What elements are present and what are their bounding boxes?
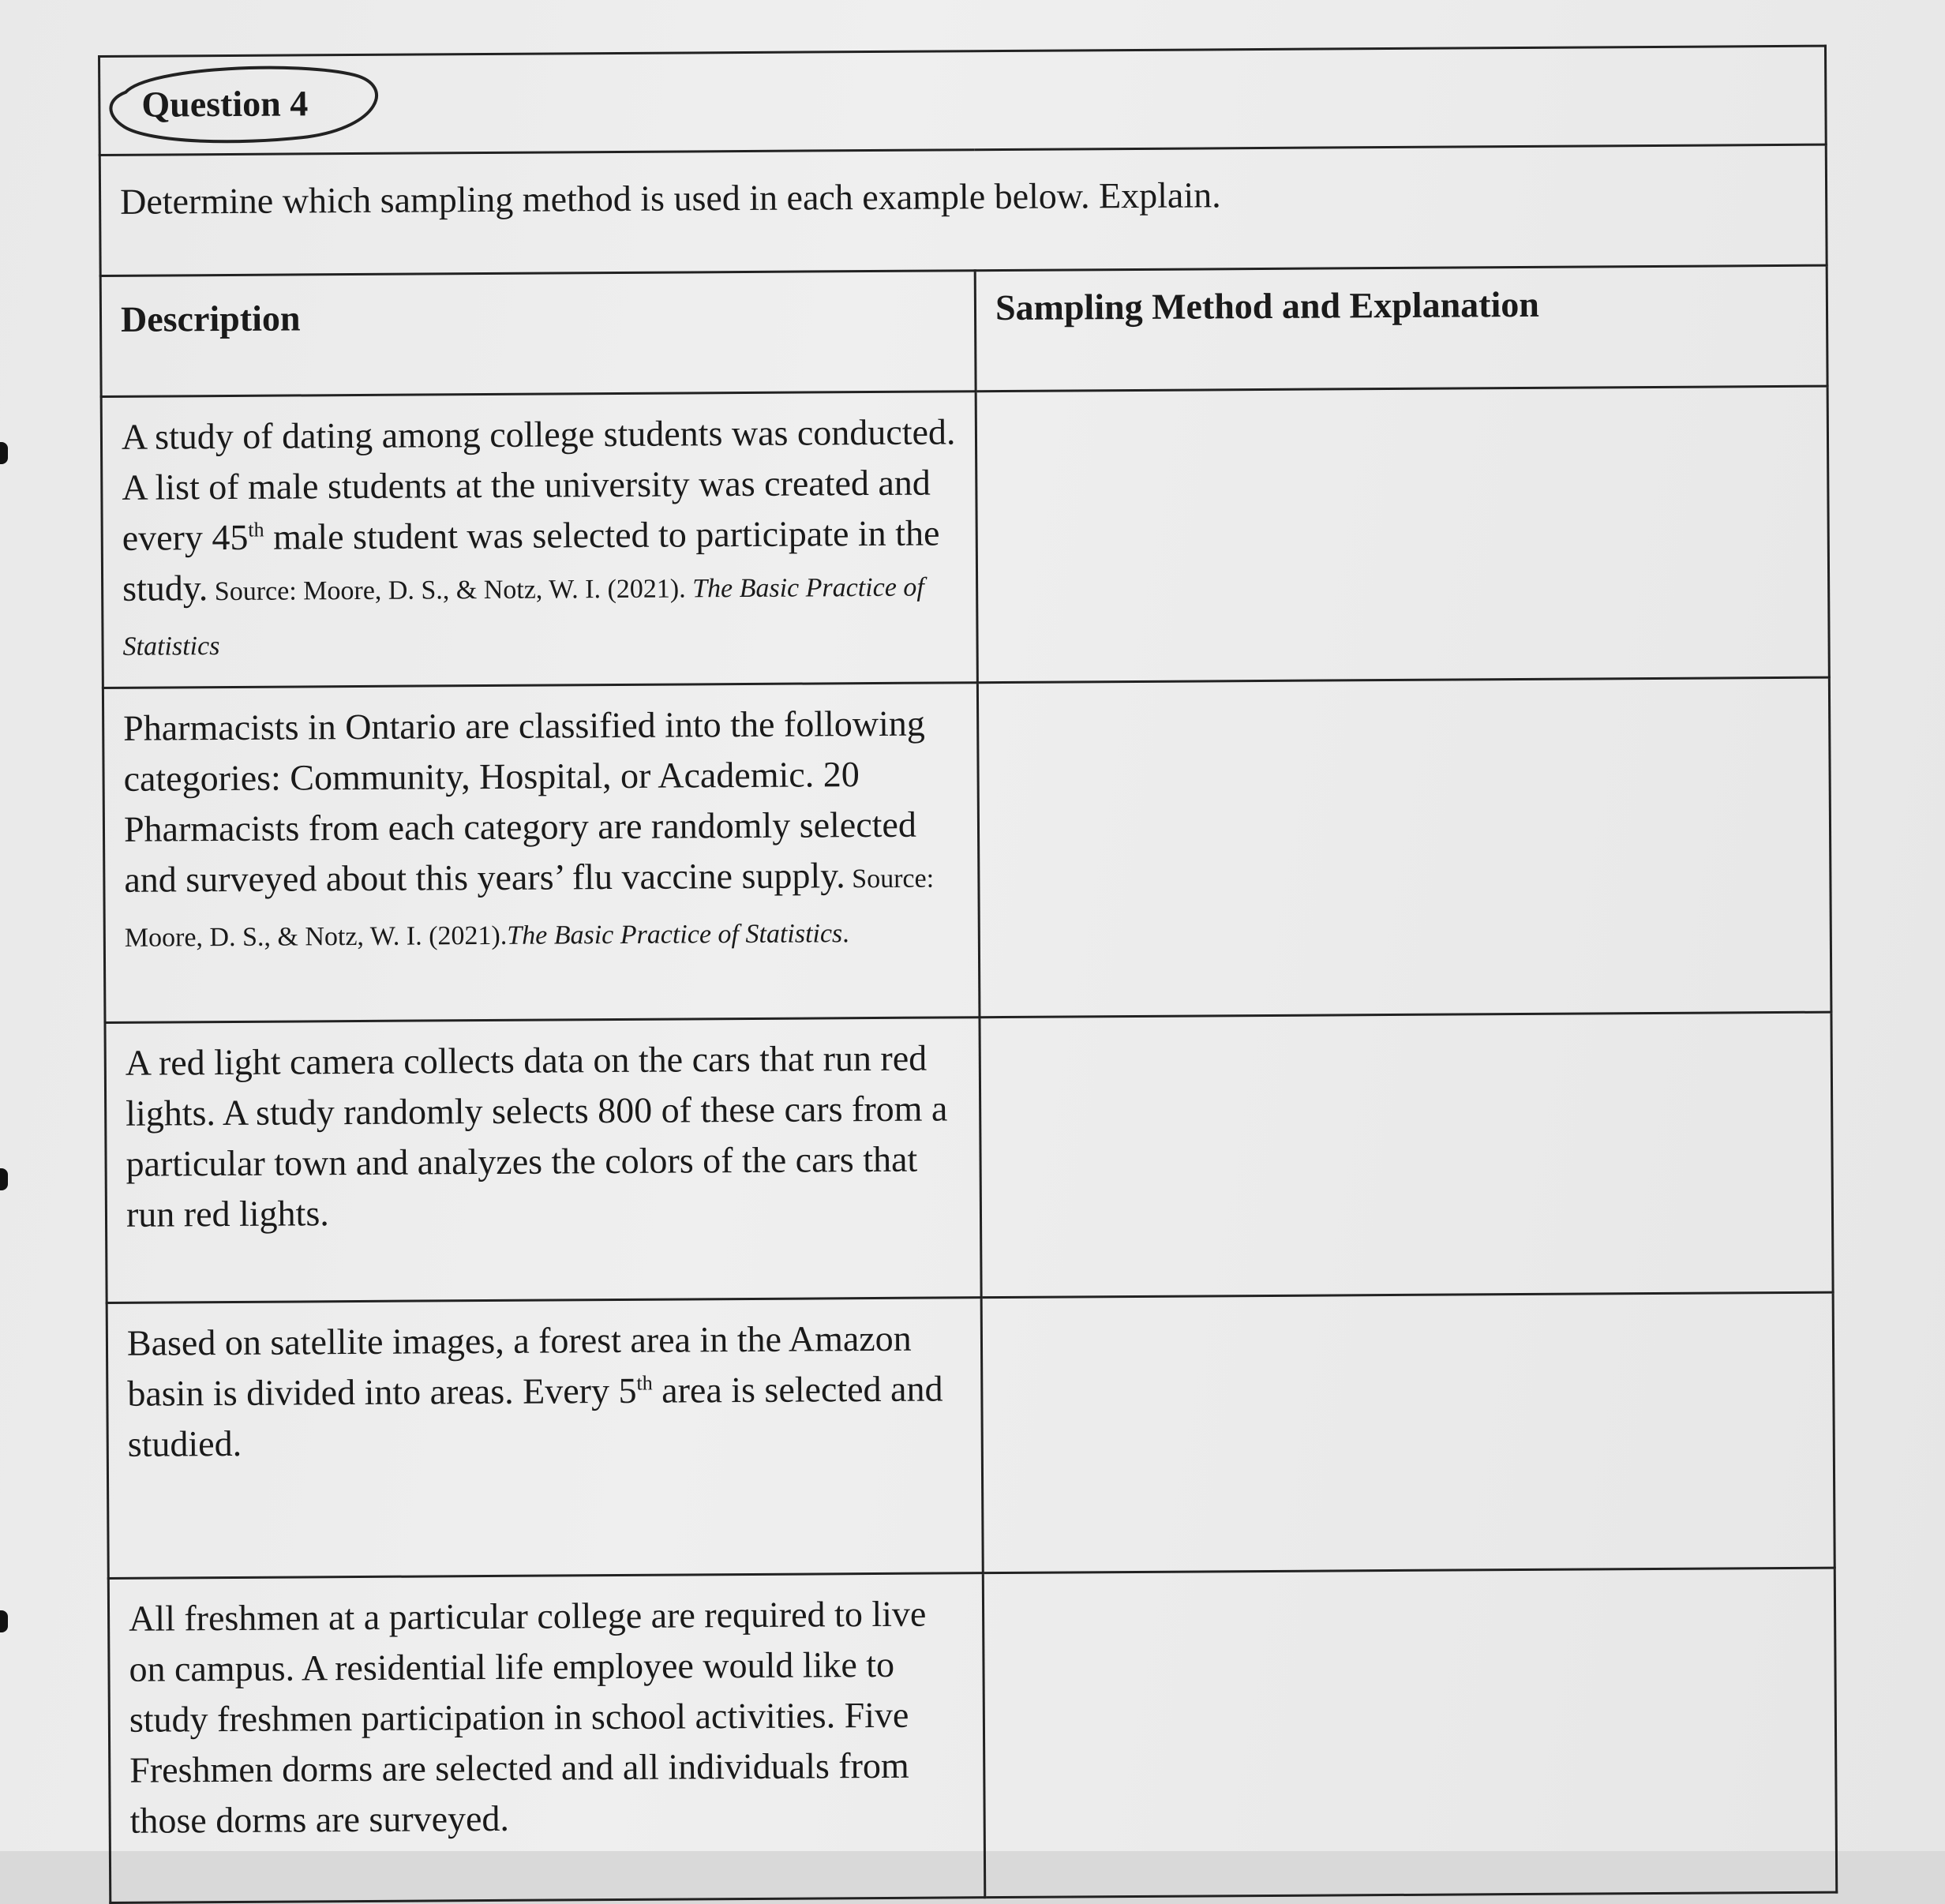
source-title: The Basic Practice of Statistics: [507, 919, 842, 950]
description-cell: [101, 392, 977, 688]
source-prefix: Source: Moore, D. S., & Notz, W. I. (2021).: [208, 574, 692, 606]
answer-cell[interactable]: [981, 1292, 1834, 1573]
source-prefix: Source: Moore, D. S., & Notz, W. I. (2021).: [125, 864, 934, 953]
ordinal-suffix: th: [636, 1371, 652, 1394]
worksheet-table-container: [98, 45, 1837, 1776]
hand-drawn-circle-icon: [102, 59, 395, 148]
description-cell: [103, 683, 980, 1023]
description-text-cont: male student was selected to participate in the study.: [122, 512, 940, 608]
binder-hole-mark: [0, 1610, 8, 1632]
description-text: Pharmacists in Ontario are classified into the following categories: Community, Hospital, or Academic. 20 Pharmacists from each category are randomly selected and surveyed about this years’ flu vaccine supply.: [123, 703, 925, 900]
description-text: A red light camera collects data on the cars that run red lights. A study randomly selects 800 of these cars from a particular town and analyzes the colors of the cars that run red lights.: [126, 1038, 948, 1235]
description-header: Description: [100, 271, 976, 397]
question-title-text: Question 4: [141, 83, 308, 124]
question-table: [98, 45, 1838, 1904]
table-row: [108, 1568, 1836, 1902]
answer-cell[interactable]: [976, 386, 1829, 683]
binder-hole-mark: [0, 1168, 8, 1190]
prompt-row: [99, 144, 1827, 275]
description-cell: [107, 1298, 983, 1579]
table-row: [105, 1012, 1833, 1302]
description-cell: [105, 1018, 981, 1303]
table-row: [101, 386, 1829, 688]
source-suffix: .: [842, 919, 849, 948]
description-text: Based on satellite images, a forest area in the Amazon basin is divided into areas. Every 5: [127, 1318, 912, 1414]
ordinal-suffix: th: [248, 518, 264, 541]
question-header-cell: [99, 46, 1827, 155]
question-title: [119, 73, 330, 135]
binder-hole-mark: [0, 442, 8, 464]
question-prompt: Determine which sampling method is used in each example below. Explain.: [99, 144, 1827, 275]
description-text: All freshmen at a particular college are required to live on campus. A residential life employee would like to study freshmen participation in school activities. Five Freshmen dorms are selected and all individuals from those dorms are surveyed.: [129, 1594, 927, 1841]
answer-cell[interactable]: [977, 677, 1831, 1018]
table-row: [103, 677, 1831, 1022]
question-header-row: [99, 46, 1827, 155]
column-header-row: [100, 265, 1827, 396]
table-row: [107, 1292, 1834, 1578]
description-text: A study of dating among college students was conducted. A list of male students at the university was created and every 45: [122, 411, 956, 557]
answer-cell[interactable]: [983, 1568, 1836, 1898]
description-cell: [108, 1573, 984, 1903]
method-header: Sampling Method and Explanation: [975, 265, 1827, 392]
answer-cell[interactable]: [980, 1012, 1833, 1298]
description-text-cont: area is selected and studied.: [128, 1368, 943, 1464]
source-title: The Basic Practice of Statistics: [122, 573, 924, 662]
source-citation: [122, 573, 924, 662]
